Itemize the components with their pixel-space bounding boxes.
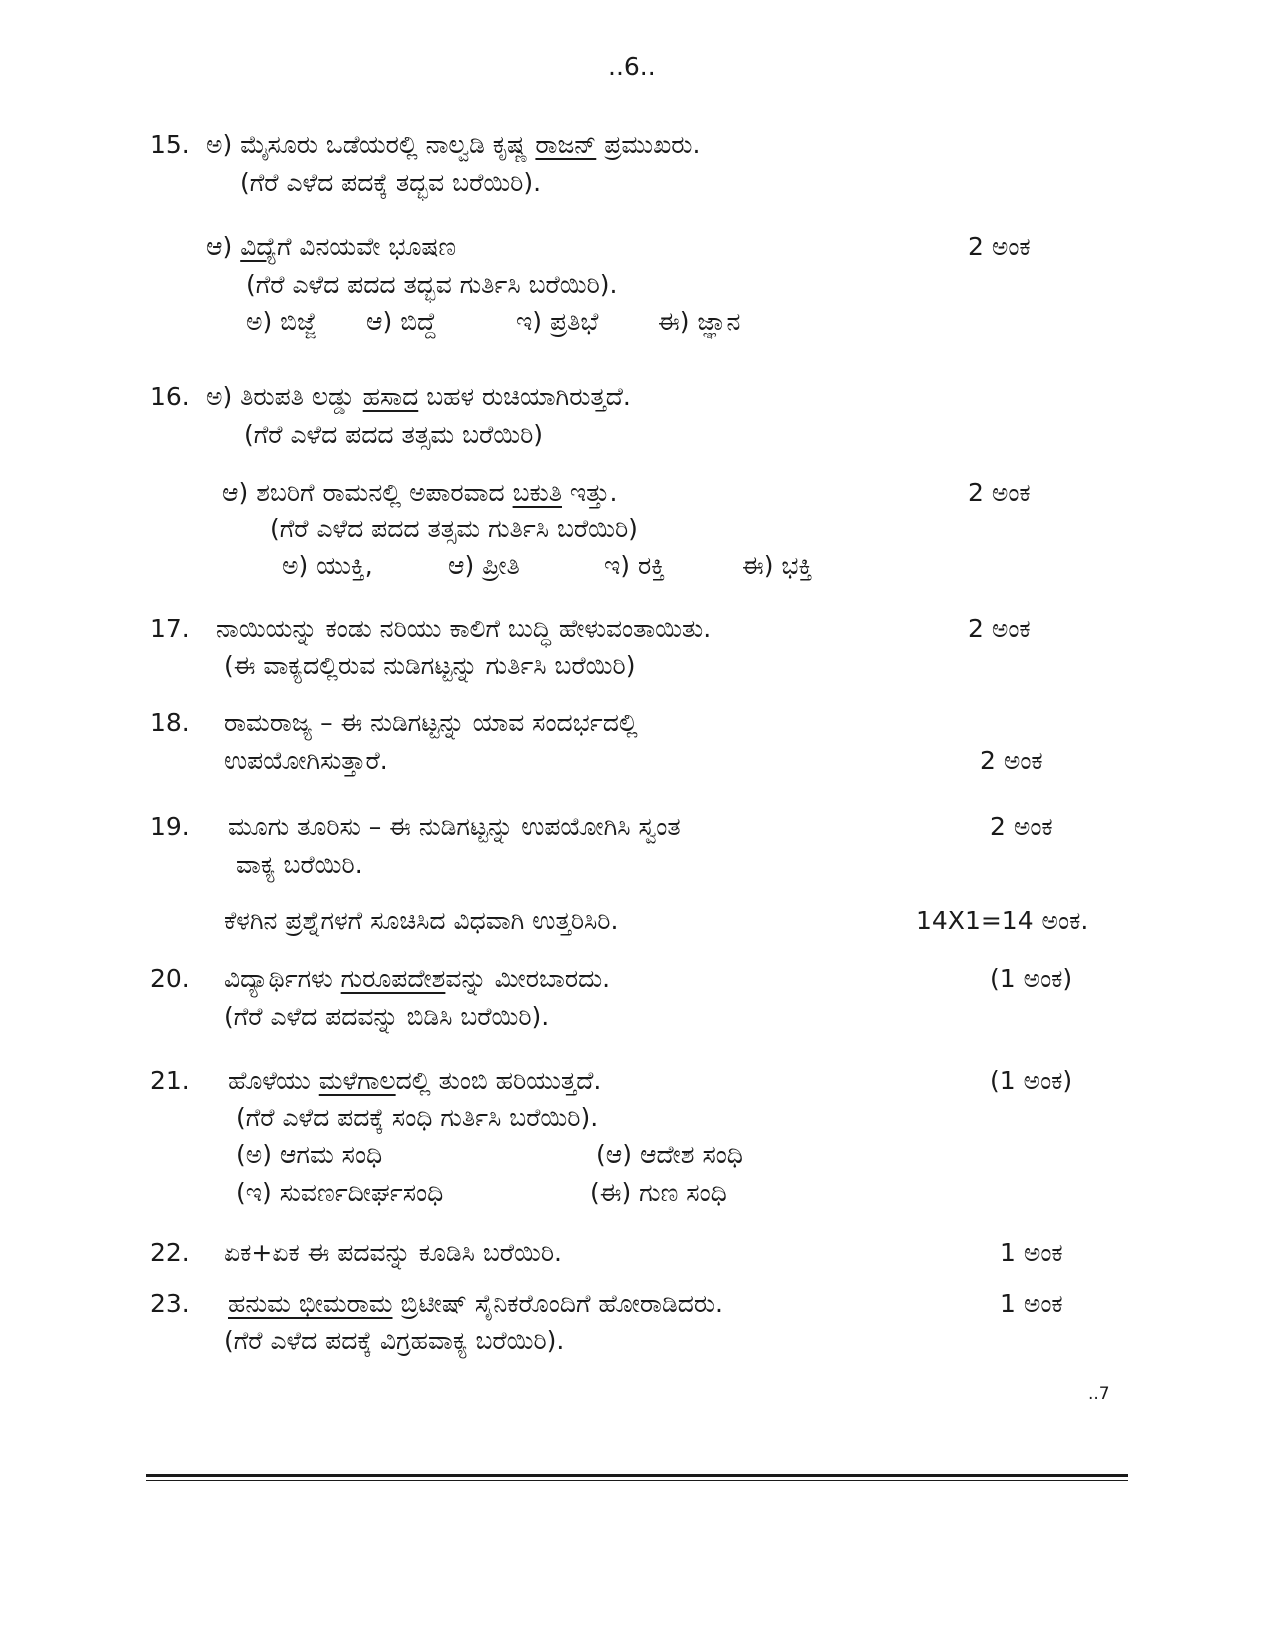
question-number-22: 22. xyxy=(150,1238,190,1267)
q15-option-b: ಆ) ಬಿದ್ದೆ xyxy=(366,307,437,336)
q16a-underlined-word: ಹಸಾದ xyxy=(362,382,419,411)
q21-option-a: (ಅ) ಆಗಮ ಸಂಧಿ xyxy=(236,1140,383,1169)
q16a-text: ಅ) ತಿರುಪತಿ ಲಡ್ಡು ಹಸಾದ ಬಹಳ ರುಚಿಯಾಗಿರುತ್ತದೆ. xyxy=(206,382,631,411)
section-marks: 14X1=14 ಅಂಕ. xyxy=(916,906,1089,935)
question-number-18: 18. xyxy=(150,708,190,737)
q21-text: ಹೊಳೆಯು ಮಳೆಗಾಲದಲ್ಲಿ ತುಂಬಿ ಹರಿಯುತ್ತದೆ. xyxy=(228,1066,602,1095)
question-number-17: 17. xyxy=(150,614,190,643)
q21-option-c: (ಇ) ಸುವರ್ಣದೀರ್ಘಸಂಧಿ xyxy=(236,1178,444,1207)
q16b-underlined-word: ಬಕುತಿ xyxy=(512,478,562,507)
q22-text: ಏಕ+ಏಕ ಈ ಪದವನ್ನು ಕೂಡಿಸಿ ಬರೆಯಿರಿ. xyxy=(224,1238,563,1267)
q18-line1: ರಾಮರಾಜ್ಯ – ಈ ನುಡಿಗಟ್ಟನ್ನು ಯಾವ ಸಂದರ್ಭದಲ್ಲಿ xyxy=(224,708,638,737)
q19-line1: ಮೂಗು ತೂರಿಸು – ಈ ನುಡಿಗಟ್ಟನ್ನು ಉಪಯೋಗಿಸಿ ಸ್ವಂತ xyxy=(228,812,681,841)
q19-line2: ವಾಕ್ಯ ಬರೆಯಿರಿ. xyxy=(236,850,363,879)
next-page-marker: ..7 xyxy=(1088,1384,1110,1404)
q16a-instruction: (ಗೆರೆ ಎಳೆದ ಪದದ ತತ್ಸಮ ಬರೆಯಿರಿ) xyxy=(244,420,544,449)
q17-marks: 2 ಅಂಕ xyxy=(968,614,1031,643)
question-number-16: 16. xyxy=(150,382,190,411)
question-number-20: 20. xyxy=(150,964,190,993)
q17-text: ನಾಯಿಯನ್ನು ಕಂಡು ನರಿಯು ಕಾಲಿಗೆ ಬುದ್ಧಿ ಹೇಳುವಂತಾಯಿತು. xyxy=(216,614,712,643)
footer-rule-top xyxy=(146,1474,1128,1477)
q16-option-b: ಆ) ಪ್ರೀತಿ xyxy=(448,551,520,580)
q19-marks: 2 ಅಂಕ xyxy=(990,812,1053,841)
q16-option-c: ಇ) ರಕ್ತಿ xyxy=(604,551,666,580)
question-number-23: 23. xyxy=(150,1289,190,1318)
q23-underlined-word: ಹನುಮ ಭೀಮರಾಮ xyxy=(228,1289,393,1318)
q23-text: ಹನುಮ ಭೀಮರಾಮ ಬ್ರಿಟೀಷ್ ಸೈನಿಕರೊಂದಿಗೆ ಹೋರಾಡಿದರು. xyxy=(228,1289,723,1318)
q20-instruction: (ಗೆರೆ ಎಳೆದ ಪದವನ್ನು ಬಿಡಿಸಿ ಬರೆಯಿರಿ). xyxy=(224,1002,550,1031)
q21-underlined-word: ಮಳೆಗಾಲ xyxy=(318,1066,396,1095)
q16-marks: 2 ಅಂಕ xyxy=(968,478,1031,507)
section-instruction: ಕೆಳಗಿನ ಪ್ರಶ್ನೆಗಳಗೆ ಸೂಚಿಸಿದ ವಿಧವಾಗಿ ಉತ್ತರಿಸಿರಿ. xyxy=(224,906,619,935)
q15-option-a: ಅ) ಬಿಜ್ಜೆ xyxy=(246,307,317,336)
question-number-19: 19. xyxy=(150,812,190,841)
q21-option-d: (ಈ) ಗುಣ ಸಂಧಿ xyxy=(590,1178,727,1207)
q21-option-b: (ಆ) ಆದೇಶ ಸಂಧಿ xyxy=(596,1140,743,1169)
q23-instruction: (ಗೆರೆ ಎಳೆದ ಪದಕ್ಕೆ ವಿಗ್ರಹವಾಕ್ಯ ಬರೆಯಿರಿ). xyxy=(224,1326,565,1355)
q20-marks: (1 ಅಂಕ) xyxy=(990,964,1073,993)
q18-marks: 2 ಅಂಕ xyxy=(980,746,1043,775)
q15a-underlined-word: ರಾಜನ್ xyxy=(535,130,597,159)
q20-text: ವಿದ್ಯಾರ್ಥಿಗಳು ಗುರೂಪದೇಶವನ್ನು ಮೀರಬಾರದು. xyxy=(224,964,611,993)
q16b-text: ಆ) ಶಬರಿಗೆ ರಾಮನಲ್ಲಿ ಅಪಾರವಾದ ಬಕುತಿ ಇತ್ತು. xyxy=(222,478,618,507)
page-number: ..6.. xyxy=(608,52,656,81)
q16-option-a: ಅ) ಯುಕ್ತಿ, xyxy=(282,551,373,580)
question-number-15: 15. xyxy=(150,130,190,159)
q15-option-d: ಈ) ಜ್ಞಾನ xyxy=(658,307,741,336)
q15b-text: ಆ) ವಿದ್ಯೆಗೆ ವಿನಯವೇ ಭೂಷಣ xyxy=(206,232,457,261)
q21-instruction: (ಗೆರೆ ಎಳೆದ ಪದಕ್ಕೆ ಸಂಧಿ ಗುರ್ತಿಸಿ ಬರೆಯಿರಿ). xyxy=(236,1103,599,1132)
q18-line2: ಉಪಯೋಗಿಸುತ್ತಾರೆ. xyxy=(224,746,388,775)
q16-option-d: ಈ) ಭಕ್ತಿ xyxy=(742,551,813,580)
q23-marks: 1 ಅಂಕ xyxy=(1000,1289,1063,1318)
question-number-21: 21. xyxy=(150,1066,190,1095)
q15a-instruction: (ಗೆರೆ ಎಳೆದ ಪದಕ್ಕೆ ತದ್ಭವ ಬರೆಯಿರಿ). xyxy=(240,168,542,197)
q15-marks: 2 ಅಂಕ xyxy=(968,232,1031,261)
q15-option-c: ಇ) ಪ್ರತಿಭೆ xyxy=(516,307,599,336)
q15b-instruction: (ಗೆರೆ ಎಳೆದ ಪದದ ತದ್ಭವ ಗುರ್ತಿಸಿ ಬರೆಯಿರಿ). xyxy=(246,270,618,299)
q20-underlined-word: ಗುರೂಪದೇಶ xyxy=(340,964,446,993)
q15b-underlined-word: ವಿದ್ಯೆ xyxy=(240,232,277,261)
q21-marks: (1 ಅಂಕ) xyxy=(990,1066,1073,1095)
q17-instruction: (ಈ ವಾಕ್ಯದಲ್ಲಿರುವ ನುಡಿಗಟ್ಟನ್ನು ಗುರ್ತಿಸಿ ಬರೆಯಿರಿ) xyxy=(224,651,636,680)
q22-marks: 1 ಅಂಕ xyxy=(1000,1238,1063,1267)
q15a-text: ಅ) ಮೈಸೂರು ಒಡೆಯರಲ್ಲಿ ನಾಲ್ವಡಿ ಕೃಷ್ಣ ರಾಜನ್ ಪ್ರಮುಖರು. xyxy=(206,130,701,159)
footer-rule-bottom xyxy=(146,1480,1128,1481)
q16b-instruction: (ಗೆರೆ ಎಳೆದ ಪದದ ತತ್ಸಮ ಗುರ್ತಿಸಿ ಬರೆಯಿರಿ) xyxy=(270,514,638,543)
